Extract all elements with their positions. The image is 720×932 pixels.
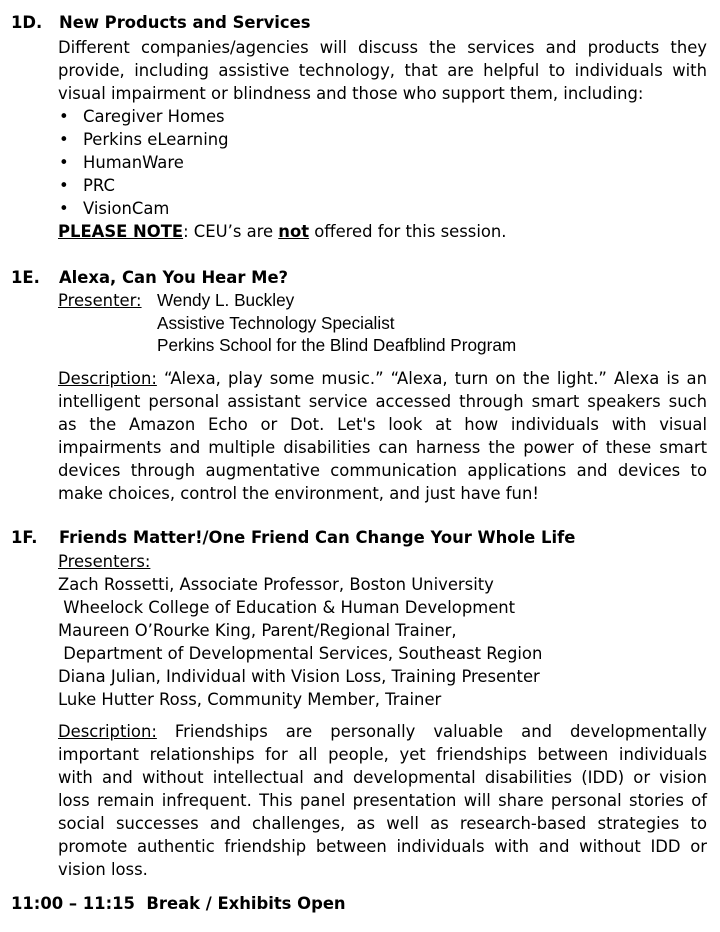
presenters-label — [58, 550, 150, 573]
description-label: Description: — [58, 722, 157, 741]
paragraph-line: as the Amazon Echo or Dot. Let's look at how individuals with visual — [58, 415, 707, 434]
presenter-organization: Perkins School for the Blind Deafblind Program — [157, 335, 517, 355]
list-item-label: Caregiver Homes — [83, 107, 225, 126]
presenter-line: Diana Julian, Individual with Vision Loss, Training Presenter — [58, 667, 540, 686]
section-1d-heading — [11, 13, 311, 32]
break-time: 11:00 – 11:15 — [11, 894, 135, 913]
paragraph-line: visual impairment or blindness and those who support them, including: — [58, 84, 644, 103]
section-1e-heading — [11, 268, 288, 287]
bullet-icon: • — [59, 176, 69, 195]
paragraph-line: devices through augmentative communication applications and devices to — [58, 461, 707, 480]
section-1f-heading — [11, 528, 575, 547]
description-text: Friendships are personally valuable and developmentally — [156, 722, 707, 741]
paragraph-line: impairments and multiple disabilities can harness the power of these smart — [58, 438, 707, 457]
section-title: Alexa, Can You Hear Me? — [59, 268, 289, 287]
presenter-line: Zach Rossetti, Associate Professor, Boston University — [58, 575, 494, 594]
list-item — [59, 105, 225, 128]
paragraph-line — [58, 720, 707, 743]
paragraph-line: with and without intellectual and developmental disabilities (IDD) or vision — [58, 768, 707, 787]
paragraph-line: important relationships for all people, yet friendships between individuals — [58, 745, 707, 764]
break-heading — [11, 894, 346, 913]
list-item — [59, 128, 229, 151]
list-item — [59, 197, 169, 220]
section-title: Friends Matter!/One Friend Can Change Your Whole Life — [59, 528, 576, 547]
paragraph-line: provide, including assistive technology, that are helpful to individuals with — [58, 61, 707, 80]
section-title: New Products and Services — [59, 13, 311, 32]
paragraph-line: make choices, control the environment, and just have fun! — [58, 484, 539, 503]
paragraph-line: vision loss. — [58, 860, 148, 879]
bullet-icon: • — [59, 130, 69, 149]
section-1e-description — [58, 367, 707, 505]
list-item — [59, 174, 115, 197]
paragraph-line: social successes and challenges, as well as research-based strategies to — [58, 814, 707, 833]
list-item-label: VisionCam — [83, 199, 170, 218]
paragraph-line: promote authentic friendship between individuals with and without IDD or — [58, 837, 707, 856]
section-number: 1F. — [11, 528, 38, 547]
section-1f-description — [58, 720, 707, 881]
presenter-name: Wendy L. Buckley — [157, 290, 295, 310]
bullet-icon: • — [59, 199, 69, 218]
list-item-label: PRC — [83, 176, 115, 195]
note-emphasis: not — [278, 222, 310, 241]
list-item-label: HumanWare — [83, 153, 184, 172]
presenter-line: Department of Developmental Services, Southeast Region — [58, 644, 543, 663]
presenter-label: Presenter: — [58, 291, 142, 310]
presenter-line: Luke Hutter Ross, Community Member, Trainer — [58, 690, 442, 709]
note-label: PLEASE NOTE — [58, 222, 184, 241]
session-note — [58, 220, 507, 243]
description-text: “Alexa, play some music.” “Alexa, turn on the light.” Alexa is an — [156, 369, 707, 388]
paragraph-line: intelligent personal assistant service accessed through smart speakers such — [58, 392, 707, 411]
presenter-line: Wheelock College of Education & Human Development — [58, 598, 516, 617]
presenter-title: Assistive Technology Specialist — [157, 313, 395, 333]
bullet-icon: • — [59, 107, 69, 126]
note-text: : CEU’s are — [183, 222, 279, 241]
paragraph-line: loss remain infrequent. This panel presentation will share personal stories of — [58, 791, 707, 810]
section-number: 1E. — [11, 268, 40, 287]
break-label: Break / Exhibits Open — [146, 894, 346, 913]
presenter-row — [58, 289, 142, 312]
list-item-label: Perkins eLearning — [83, 130, 229, 149]
bullet-icon: • — [59, 153, 69, 172]
section-number: 1D. — [11, 13, 43, 32]
presenters-label-text: Presenters: — [58, 552, 151, 571]
description-label: Description: — [58, 369, 157, 388]
presenter-line: Maureen O’Rourke King, Parent/Regional Trainer, — [58, 621, 457, 640]
section-1d-intro — [58, 36, 707, 105]
list-item — [59, 151, 184, 174]
note-text: offered for this session. — [309, 222, 507, 241]
paragraph-line — [58, 367, 707, 390]
paragraph-line: Different companies/agencies will discuss the services and products they — [58, 38, 707, 57]
